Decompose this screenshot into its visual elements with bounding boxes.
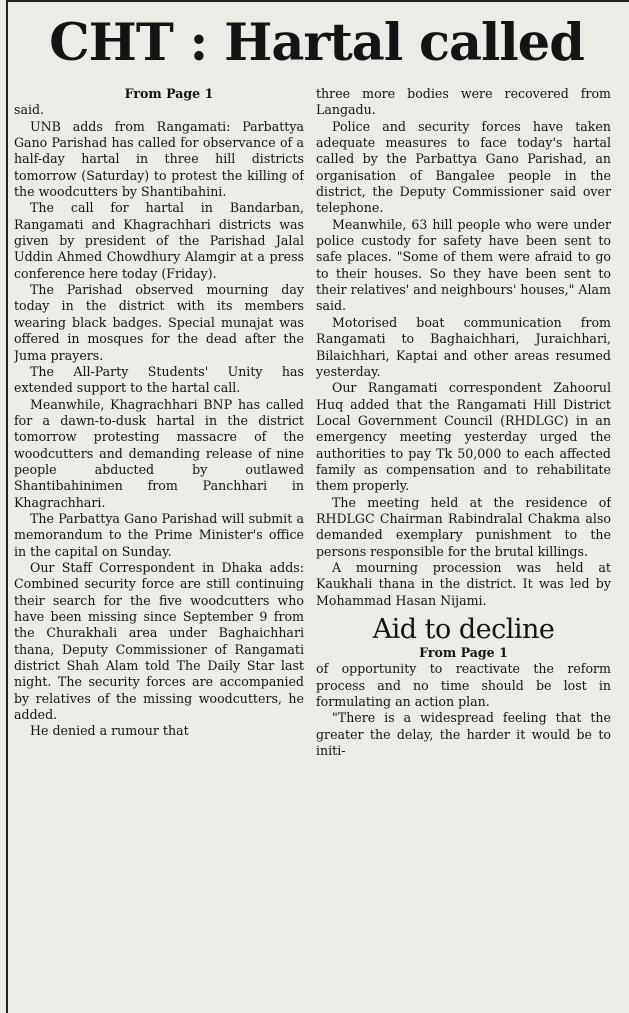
article-paragraph: said. [14,102,45,118]
article-paragraph: "There is a widespread feeling that the greater the delay, the harder it would be to initi- [316,710,611,759]
article-paragraph: Our Rangamati correspondent Zahoorul Huq added that the Rangamati Hill District Local Government Council (RHDLGC) in an emergency meeting yesterday urged the authorities to pay Tk 50,000 to each affected family as compensation and to rehabilitate them properly. [316,380,611,494]
continuation-label: From Page 1 [124,86,214,101]
top-rule [6,0,629,2]
article-paragraph: Our Staff Correspondent in Dhaka adds: Combined security force are still continuing their search for the five woodcutters who have been missing since September 9 from the Churakhali area under Baghaichhari thana, Deputy Commissioner of Rangamati district Shah Alam told The Daily Star last night. The security forces are accompanied by relatives of the missing woodcutters, he added. [14,559,304,723]
article-paragraph: three more bodies were recovered from Langadu. [316,86,611,118]
article-paragraph: He denied a rumour that [30,723,189,739]
article-paragraph: The Parishad observed mourning day today in the district with its members wearing black badges. Special munajat was offered in mosques for the dead after the Juma prayers. [14,282,304,363]
article-paragraph: The call for hartal in Bandarban, Rangamati and Khagrachhari districts was given by president of the Parishad Jalal Uddin Ahmed Chowdhury Alamgir at a press conference here today (Friday). [14,200,304,281]
article-paragraph: Meanwhile, Khagrachhari BNP has called for a dawn-to-dusk hartal in the district tomorrow protesting massacre of the woodcutters and demanding release of nine people abducted by outlawed Shantibahinimen from Panchhari in Khagrachhari. [14,396,304,510]
article-paragraph: A mourning procession was held at Kaukhali thana in the district. It was led by Mohammad Hasan Nijami. [316,559,611,608]
article-paragraph: UNB adds from Rangamati: Parbattya Gano Parishad has called for observance of a half-day hartal in three hill districts tomorrow (Saturday) to protest the killing of the woodcutters by Shantibahini. [14,118,304,200]
article-paragraph: Motorised boat communication from Rangamati to Baghaichhari, Juraichhari, Bilaichhari, Kaptai and other areas resumed yesterday. [316,314,611,379]
right-column [316,86,611,1013]
second-article-headline: Aid to decline [372,614,555,645]
article-paragraph: The meeting held at the residence of RHDLGC Chairman Rabindralal Chakma also demanded exemplary punishment to the persons responsible for the brutal killings. [316,494,611,559]
left-rule [6,0,8,1013]
article-paragraph: of opportunity to reactivate the reform process and no time should be lost in formulating an action plan. [316,661,611,710]
article-paragraph: The Parbattya Gano Parishad will submit a memorandum to the Prime Minister's office in the capital on Sunday. [14,510,304,559]
article-paragraph: Meanwhile, 63 hill people who were under police custody for safety have been sent to safe places. "Some of them were afraid to go to their houses. So they have been sent to their relatives' and neighbours' houses," Alam said. [316,216,611,314]
article-paragraph: The All-Party Students' Unity has extended support to the hartal call. [14,363,304,396]
headline: CHT : Hartal called [49,13,584,73]
continuation-label: From Page 1 [419,645,508,660]
article-paragraph: Police and security forces have taken adequate measures to face today's hartal called by the Parbattya Gano Parishad, an organisation of Bangalee people in the district, the Deputy Commissioner said over telephone. [316,118,611,216]
left-column [14,86,304,1013]
